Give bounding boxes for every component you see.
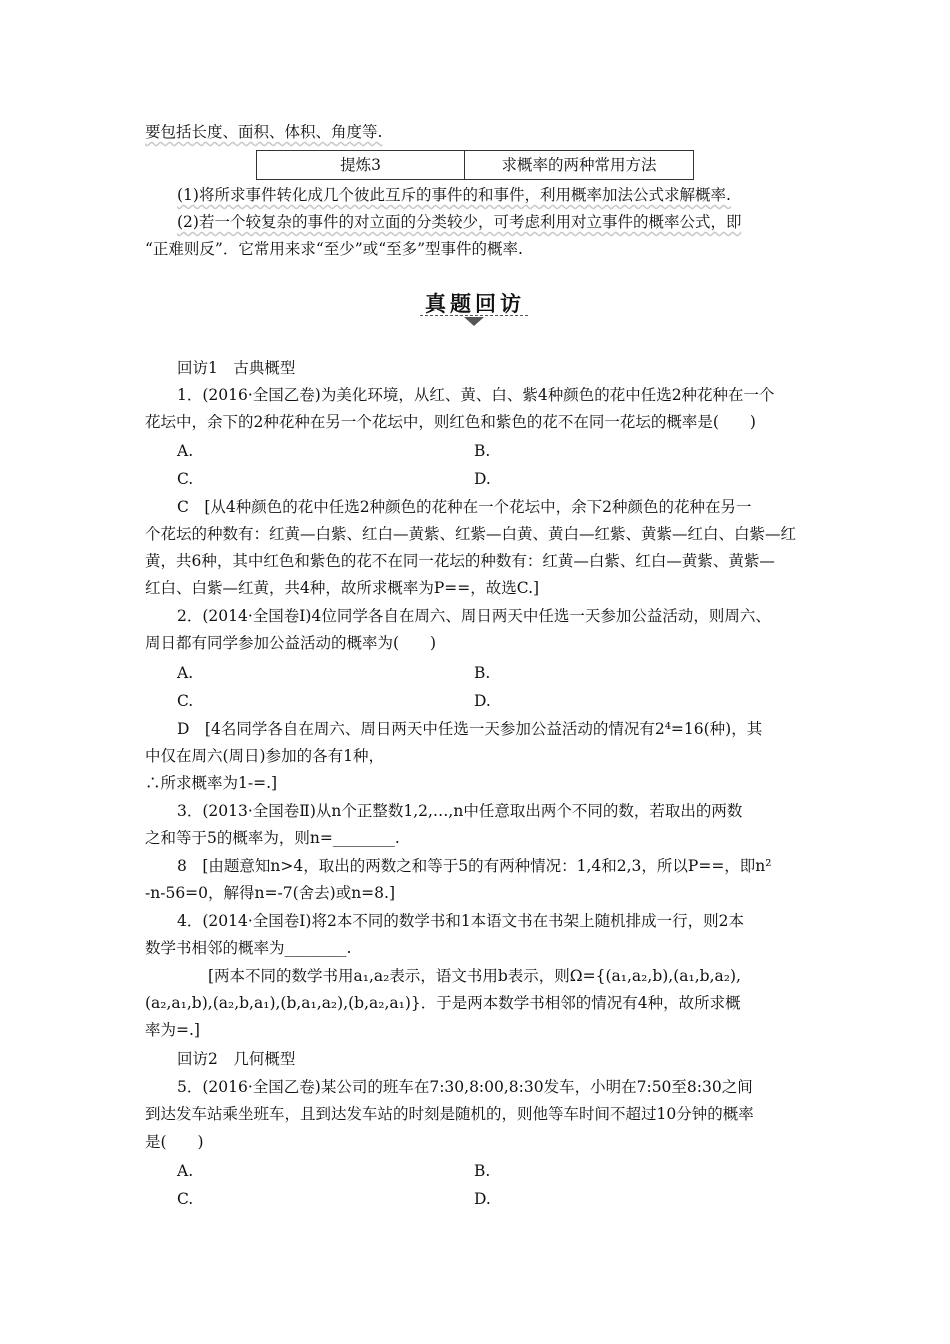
method-2-cont: “正难则反”．它常用来求“至少”或“至多”型事件的概率. — [145, 240, 523, 258]
q2-stem-line: 2．(2014·全国卷Ⅰ)4位同学各自在周六、周日两天中任选一天参加公益活动，则周六、 — [177, 607, 771, 625]
q4-answer-line: [两本不同的数学书用a₁,a₂表示，语文书用b表示，则Ω={(a₁,a₂,b),(a₁,b,a₂), — [208, 967, 741, 985]
table-cell-title: 求概率的两种常用方法 — [501, 156, 657, 174]
table-cell-label: 提炼3 — [257, 151, 465, 179]
q2-stem-line: 周日都有同学参加公益活动的概率为( ) — [145, 634, 437, 652]
q1-answer-line: C [从4种颜色的花中任选2种颜色的花种在一个花坛中，余下2种颜色的花种在另一 — [177, 498, 752, 516]
q1-option-c: C. — [177, 470, 194, 488]
q5-option-b: B. — [474, 1162, 491, 1180]
q5-option-d: D. — [474, 1190, 491, 1208]
section-heading: 真题回访 — [425, 292, 525, 316]
q2-answer-line: D [4名同学各自在周六、周日两天中任选一天参加公益活动的情况有2⁴=16(种)，其 — [177, 720, 763, 738]
q4-stem-line: 数学书相邻的概率为________. — [145, 939, 352, 957]
q4-answer-line: (a₂,a₁,b),(a₂,b,a₁),(b,a₁,a₂),(b,a₂,a₁)}．于是两本数学书相邻的情况有4种，故所求概 — [145, 994, 741, 1012]
method-table — [256, 150, 694, 180]
q1-answer-line: 黄，共6种，其中红色和紫色的花不在同一花坛的种数有：红黄—白紫、红白—黄紫、黄紫— — [145, 552, 775, 570]
q5-stem-line: 是( ) — [145, 1133, 204, 1151]
method-1: (1)将所求事件转化成几个彼此互斥的事件的和事件，利用概率加法公式求解概率. — [177, 186, 731, 204]
q5-option-c: C. — [177, 1190, 194, 1208]
q3-answer-line: -n-56=0，解得n=-7(舍去)或n=8.] — [145, 884, 395, 902]
q1-option-a: A. — [177, 442, 194, 460]
q1-answer-line: 个花坛的种数有：红黄—白紫、红白—黄紫、红紫—白黄、黄白—红紫、黄紫—红白、白紫—红 — [145, 525, 797, 543]
review2-title: 回访2 几何概型 — [177, 1050, 296, 1068]
intro-line: 要包括长度、面积、体积、角度等. — [145, 123, 383, 141]
review1-title: 回访1 古典概型 — [177, 359, 296, 377]
q2-option-a: A. — [177, 664, 194, 682]
q1-stem-line: 花坛中，余下的2种花种在另一个花坛中，则红色和紫色的花不在同一花坛的概率是( ) — [145, 413, 756, 431]
q5-stem-line: 5．(2016·全国乙卷)某公司的班车在7:30,8:00,8:30发车，小明在7:50至8:30之间 — [177, 1078, 753, 1096]
q5-stem-line: 到达发车站乘坐班车，且到达发车站的时刻是随机的，则他等车时间不超过10分钟的概率 — [145, 1105, 754, 1123]
q1-stem-line: 1．(2016·全国乙卷)为美化环境，从红、黄、白、紫4种颜色的花中任选2种花种在一个 — [177, 386, 775, 404]
q3-stem-line: 3．(2013·全国卷Ⅱ)从n个正整数1,2,…,n中任意取出两个不同的数，若取出的两数 — [177, 802, 743, 820]
q1-option-b: B. — [474, 442, 491, 460]
q2-answer-line: 中仅在周六(周日)参加的各有1种， — [145, 747, 384, 765]
q2-option-d: D. — [474, 692, 491, 710]
q2-answer-line: ∴所求概率为1-=.] — [145, 774, 278, 792]
q5-option-a: A. — [177, 1162, 194, 1180]
q2-option-b: B. — [474, 664, 491, 682]
method-2: (2)若一个较复杂的事件的对立面的分类较少，可考虑利用对立事件的概率公式，即 — [177, 213, 742, 231]
triangle-down-icon — [464, 317, 484, 326]
heading-divider — [420, 315, 528, 316]
q1-answer-line: 红白、白紫—红黄，共4种，故所求概率为P==，故选C.] — [145, 579, 540, 597]
q4-stem-line: 4．(2014·全国卷Ⅰ)将2本不同的数学书和1本语文书在书架上随机排成一行，则2本 — [177, 912, 745, 930]
q3-stem-line: 之和等于5的概率为，则n=________. — [145, 829, 400, 847]
q1-option-d: D. — [474, 470, 491, 488]
q2-option-c: C. — [177, 692, 194, 710]
q3-answer-line: 8 [由题意知n>4，取出的两数之和等于5的有两种情况：1,4和2,3，所以P==，即n² — [177, 857, 772, 875]
q4-answer-line: 率为=.] — [145, 1021, 200, 1039]
